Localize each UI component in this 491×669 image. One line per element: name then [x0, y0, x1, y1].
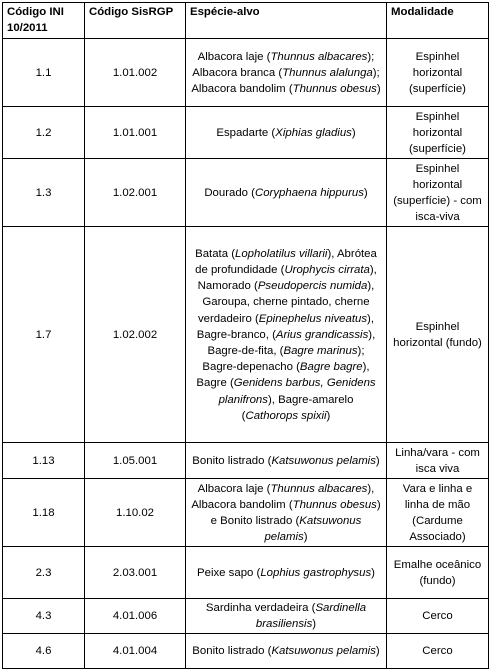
header-row — [3, 3, 489, 39]
cell-sisrgp: 1.01.001 — [85, 107, 186, 159]
species-scientific-name: Thunnus albacares — [270, 482, 368, 495]
table-row — [3, 599, 489, 634]
cell-sisrgp: 2.03.001 — [85, 547, 186, 599]
cell-sisrgp: 1.01.002 — [85, 39, 186, 107]
cell-modality: Emalhe oceânico (fundo) — [387, 547, 489, 599]
species-scientific-name: Thunnus alalunga — [282, 66, 373, 79]
table-row — [3, 547, 489, 599]
table-row — [3, 39, 489, 107]
species-scientific-name: Urophycis cirrata — [284, 263, 370, 276]
species-text: ); Albacora branca ( — [192, 50, 375, 79]
cell-code: 1.2 — [3, 107, 85, 159]
cell-code: 1.13 — [3, 443, 85, 479]
table-row — [3, 443, 489, 479]
cell-modality: Cerco — [387, 599, 489, 634]
species-text: Bonito listrado ( — [192, 454, 272, 467]
species-scientific-name: Bagre marinus — [283, 345, 358, 357]
cell-code: 4.6 — [3, 634, 85, 669]
header-code-ini: Código INI 10/2011 — [3, 3, 85, 39]
species-scientific-name: Thunnus obesus — [292, 498, 377, 511]
cell-code: 1.3 — [3, 159, 85, 227]
species-text: ); Albacora bandolim ( — [191, 66, 380, 95]
cell-code: 1.18 — [3, 479, 85, 547]
cell-sisrgp: 1.05.001 — [85, 443, 186, 479]
species-scientific-name: Cathorops spixii — [245, 409, 327, 422]
species-text: Bonito listrado ( — [192, 645, 272, 658]
cell-code: 1.1 — [3, 39, 85, 107]
cell-modality: Espinhel horizontal (superfície) — [387, 39, 489, 107]
species-text: ) — [303, 531, 308, 544]
cell-code: 4.3 — [3, 599, 85, 634]
species-text: ), Bagre-branco, ( — [196, 312, 375, 341]
species-text: Dourado ( — [204, 186, 255, 199]
cell-modality: Linha/vara - com isca viva — [387, 443, 489, 479]
cell-species — [186, 443, 387, 479]
species-text: ), Namorado ( — [197, 263, 377, 293]
species-text: Espadarte ( — [216, 126, 276, 139]
cell-species — [186, 227, 387, 443]
table-row — [3, 159, 489, 227]
table-body — [3, 39, 489, 669]
cell-species — [186, 599, 387, 634]
species-text: ) — [363, 186, 368, 199]
species-scientific-name: Thunnus albacares — [270, 50, 368, 63]
species-text: ), Bagre-de-fita, ( — [207, 328, 376, 357]
species-text: Batata ( — [195, 247, 236, 260]
species-scientific-name: Lophius gastrophysus — [260, 566, 372, 579]
species-scientific-name: Katsuwonus pelamis — [271, 454, 376, 467]
table-row — [3, 107, 489, 159]
species-text: ); Bagre-depenacho ( — [202, 345, 365, 374]
species-scientific-name: Sardinella brasiliensis — [255, 602, 367, 631]
species-scientific-name: Pseudopercis numida — [257, 280, 368, 293]
species-text: ) — [376, 83, 381, 95]
species-text: ) — [312, 618, 317, 631]
cell-species — [186, 39, 387, 107]
species-text: ), Garoupa, cherne pintado, cherne verdadeiro ( — [197, 280, 375, 325]
cell-species — [186, 547, 387, 599]
cell-sisrgp: 1.02.001 — [85, 159, 186, 227]
species-text: Albacora laje ( — [197, 50, 271, 63]
species-text: Peixe sapo ( — [197, 566, 261, 579]
species-text: ), Bagre ( — [196, 361, 370, 390]
cell-sisrgp: 1.02.002 — [85, 227, 186, 443]
header-species: Espécie-alvo — [186, 3, 387, 39]
cell-modality: Vara e linha e linha de mão (Cardume Associado) — [387, 479, 489, 547]
species-scientific-name: Epinephelus niveatus — [258, 312, 368, 325]
species-text: ) e Bonito listrado ( — [210, 498, 381, 527]
header-modality: Modalidade — [387, 3, 489, 39]
species-text: ) — [371, 566, 375, 579]
cell-modality: Espinhel horizontal (superfície) - com isca-viva — [387, 159, 489, 227]
species-scientific-name: Lopholatilus villarii — [235, 247, 328, 260]
species-text: Albacora laje ( — [197, 482, 271, 495]
species-scientific-name: Thunnus obesus — [292, 83, 377, 95]
cell-code: 1.7 — [3, 227, 85, 443]
cell-species — [186, 479, 387, 547]
species-text: ) — [375, 645, 380, 658]
species-scientific-name: Katsuwonus pelamis — [271, 645, 376, 658]
species-scientific-name: Arius grandicassis — [275, 328, 369, 341]
cell-modality: Espinhel horizontal (fundo) — [387, 227, 489, 443]
table-row — [3, 479, 489, 547]
species-text: ), Albacora bandolim ( — [191, 482, 375, 511]
species-text: ), Bagre-amarelo ( — [241, 393, 354, 422]
table-row — [3, 227, 489, 443]
header-code-sisrgp: Código SisRGP — [85, 3, 186, 39]
cell-code: 2.3 — [3, 547, 85, 599]
species-text: ) — [326, 409, 331, 422]
cell-sisrgp: 4.01.004 — [85, 634, 186, 669]
cell-modality: Cerco — [387, 634, 489, 669]
species-text: ) — [351, 126, 356, 139]
species-scientific-name: Katsuwonus pelamis — [264, 514, 362, 544]
species-table — [2, 2, 489, 669]
species-text: Sardinha verdadeira ( — [205, 602, 316, 615]
species-text: ) — [375, 454, 380, 467]
cell-species — [186, 107, 387, 159]
cell-sisrgp: 4.01.006 — [85, 599, 186, 634]
species-scientific-name: Bagre bagre — [299, 361, 363, 374]
species-scientific-name: Genidens barbus, Genidens planifrons — [218, 377, 376, 406]
species-scientific-name: Xiphias gladius — [275, 126, 352, 139]
species-scientific-name: Coryphaena hippurus — [254, 186, 364, 199]
cell-sisrgp: 1.10.02 — [85, 479, 186, 547]
cell-modality: Espinhel horizontal (superfície) — [387, 107, 489, 159]
species-text: ), Abrótea de profundidade ( — [195, 247, 377, 276]
cell-species — [186, 159, 387, 227]
table-header — [3, 3, 489, 39]
